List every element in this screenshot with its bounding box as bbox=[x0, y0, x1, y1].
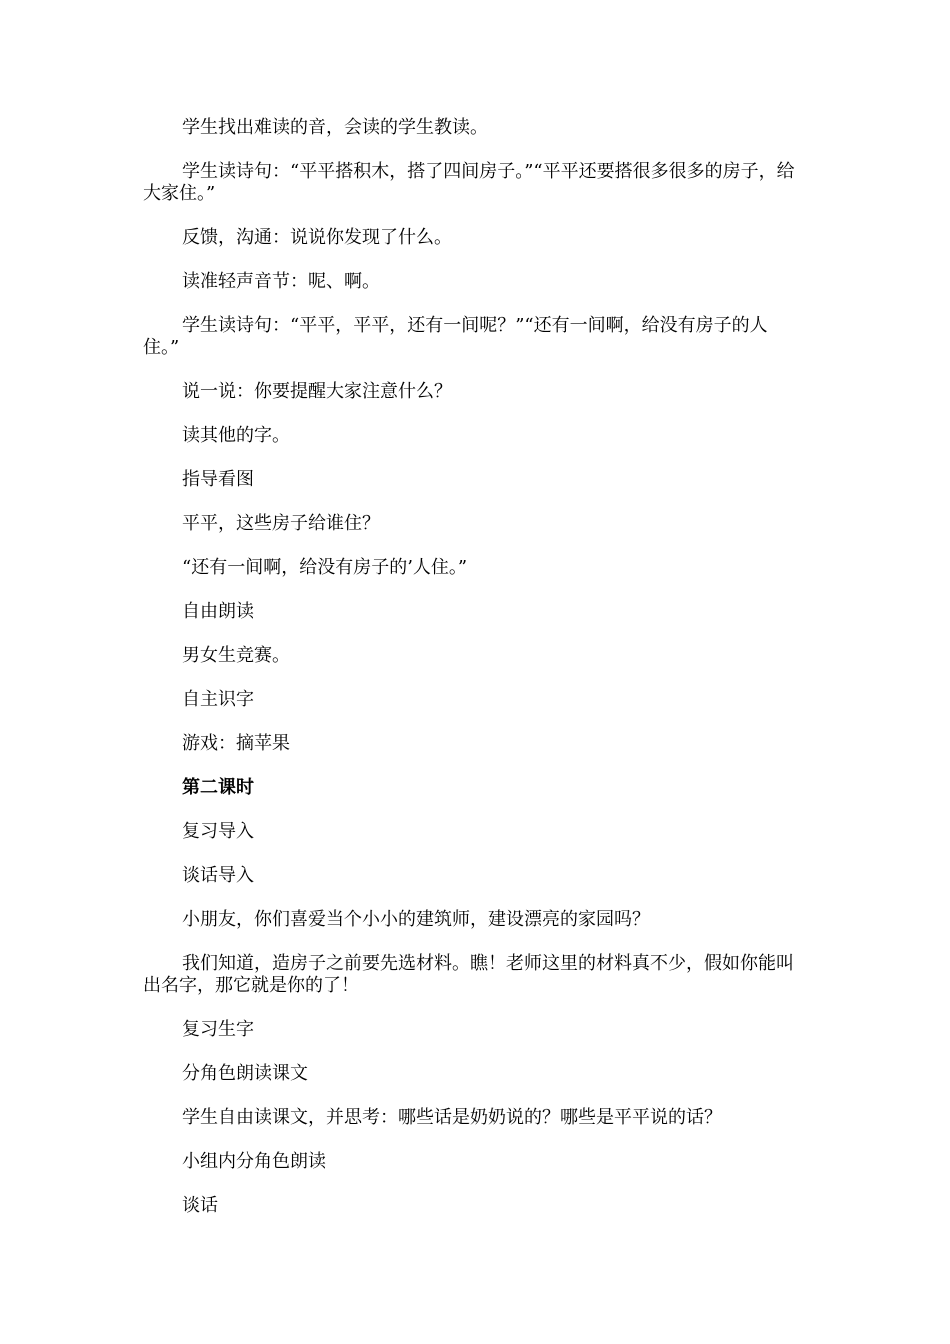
paragraph: “还有一间啊，给没有房子的’人住。” bbox=[182, 557, 468, 578]
paragraph: 谈话 bbox=[182, 1195, 218, 1216]
paragraph: 游戏：摘苹果 bbox=[182, 733, 290, 754]
paragraph: 自主识字 bbox=[182, 689, 254, 710]
paragraph: 学生自由读课文，并思考：哪些话是奶奶说的？哪些是平平说的话？ bbox=[182, 1107, 722, 1128]
paragraph: 读其他的字。 bbox=[182, 425, 290, 446]
paragraph: 学生读诗句：“平平，平平，还有一间呢？”“还有一间啊，给没有房子的人住。” bbox=[143, 315, 768, 358]
paragraph: 学生读诗句：“平平搭积木，搭了四间房子。”“平平还要搭很多很多的房子，给大家住。” bbox=[143, 161, 795, 204]
paragraph: 指导看图 bbox=[182, 469, 254, 490]
paragraph: 复习导入 bbox=[182, 821, 254, 842]
paragraph: 平平，这些房子给谁住？ bbox=[182, 513, 380, 534]
paragraph: 小组内分角色朗读 bbox=[182, 1151, 326, 1172]
section-heading: 第二课时 bbox=[182, 777, 254, 798]
paragraph: 读准轻声音节：呢、啊。 bbox=[182, 271, 380, 292]
paragraph: 学生找出难读的音，会读的学生教读。 bbox=[182, 117, 488, 138]
paragraph: 复习生字 bbox=[182, 1019, 254, 1040]
paragraph: 自由朗读 bbox=[182, 601, 254, 622]
paragraph: 反馈，沟通：说说你发现了什么。 bbox=[182, 227, 452, 248]
paragraph: 分角色朗读课文 bbox=[182, 1063, 308, 1084]
paragraph: 说一说：你要提醒大家注意什么？ bbox=[182, 381, 452, 402]
paragraph: 男女生竞赛。 bbox=[182, 645, 290, 666]
paragraph: 我们知道，造房子之前要先选材料。瞧！老师这里的材料真不少，假如你能叫出名字，那它就是你的了！ bbox=[143, 953, 794, 996]
paragraph: 谈话导入 bbox=[182, 865, 254, 886]
paragraph: 小朋友，你们喜爱当个小小的建筑师，建设漂亮的家园吗？ bbox=[182, 909, 650, 930]
